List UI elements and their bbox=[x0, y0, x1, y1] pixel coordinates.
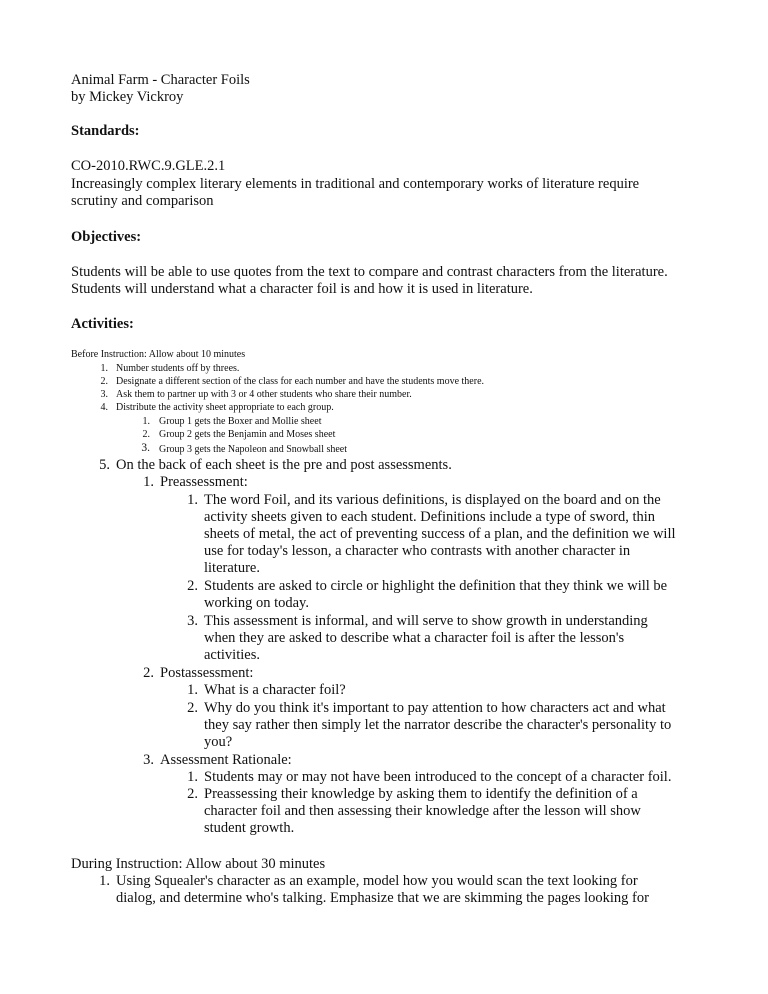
list-item-line: you? bbox=[204, 734, 233, 750]
list-item: Distribute the activity sheet appropriate to each group. bbox=[116, 402, 334, 413]
list-item-line: Preassessing their knowledge by asking them to identify the definition of a bbox=[204, 786, 638, 802]
list-number: 2. bbox=[187, 786, 198, 802]
list-number: 2. bbox=[142, 429, 150, 440]
sublist-label: Preassessment: bbox=[160, 474, 248, 490]
list-item-line: literature. bbox=[204, 560, 260, 576]
list-item: Designate a different section of the class for each number and have the students move there. bbox=[116, 376, 485, 387]
list-item-line: character foil and then assessing their knowledge after the lesson will show bbox=[204, 803, 641, 819]
list-number: 1. bbox=[187, 682, 198, 698]
list-number: 1. bbox=[142, 416, 150, 427]
list-item: Number students off by threes. bbox=[116, 363, 240, 374]
list-item-line: Students may or may not have been introduced to the concept of a character foil. bbox=[204, 769, 672, 785]
list-number: 1. bbox=[187, 769, 198, 785]
list-number: 3. bbox=[100, 389, 108, 400]
list-number: 4. bbox=[100, 402, 108, 413]
list-number: 3. bbox=[141, 442, 150, 454]
list-item-line: activities. bbox=[204, 647, 260, 663]
list-item-line: use for today's lesson, a character who contrasts with another character in bbox=[204, 543, 631, 559]
during-instruction-label: During Instruction: Allow about 30 minutes bbox=[71, 856, 326, 872]
list-item-line: The word Foil, and its various definitions, is displayed on the board and on the bbox=[204, 492, 661, 508]
standards-heading: Standards: bbox=[71, 123, 140, 139]
list-number: 3. bbox=[143, 752, 154, 768]
list-item-line: working on today. bbox=[204, 595, 309, 611]
list-item-line: sheets of metal, the act of preventing success of a plan, and the definition we will bbox=[204, 526, 676, 542]
list-number: 2. bbox=[187, 700, 198, 716]
standards-code: CO-2010.RWC.9.GLE.2.1 bbox=[71, 158, 226, 174]
list-number: 1. bbox=[143, 474, 154, 490]
list-item-line: Using Squealer's character as an example, model how you would scan the text looking for bbox=[116, 873, 638, 889]
before-instruction-label: Before Instruction: Allow about 10 minutes bbox=[71, 349, 246, 360]
list-number: 1. bbox=[187, 492, 198, 508]
list-item: Group 3 gets the Napoleon and Snowball sheet bbox=[159, 444, 348, 455]
standards-text-line: Increasingly complex literary elements in traditional and contemporary works of literature require bbox=[71, 176, 640, 192]
list-item-line: This assessment is informal, and will serve to show growth in understanding bbox=[204, 613, 648, 629]
list-item: Ask them to partner up with 3 or 4 other students who share their number. bbox=[116, 389, 412, 400]
list-item: Group 2 gets the Benjamin and Moses sheet bbox=[159, 429, 336, 440]
list-item-line: dialog, and determine who's talking. Emphasize that we are skimming the pages looking for bbox=[116, 890, 649, 906]
activities-heading: Activities: bbox=[71, 316, 134, 332]
objective-line: Students will be able to use quotes from the text to compare and contrast characters from the literature. bbox=[71, 264, 668, 280]
list-number: 3. bbox=[187, 613, 198, 629]
list-item-line: Why do you think it's important to pay attention to how characters act and what bbox=[204, 700, 666, 716]
objectives-heading: Objectives: bbox=[71, 229, 142, 245]
standards-text-line: scrutiny and comparison bbox=[71, 193, 214, 209]
list-number: 1. bbox=[99, 873, 110, 889]
sublist-label: Postassessment: bbox=[160, 665, 254, 681]
list-item: On the back of each sheet is the pre and post assessments. bbox=[116, 457, 452, 473]
objective-line: Students will understand what a character foil is and how it is used in literature. bbox=[71, 281, 533, 297]
list-item-line: Students are asked to circle or highlight the definition that they think we will be bbox=[204, 578, 668, 594]
list-number: 1. bbox=[100, 363, 108, 374]
list-number: 2. bbox=[100, 376, 108, 387]
document-author: by Mickey Vickroy bbox=[71, 89, 184, 105]
document-title: Animal Farm - Character Foils bbox=[71, 72, 250, 88]
list-item: Group 1 gets the Boxer and Mollie sheet bbox=[159, 416, 322, 427]
list-item-line: they say rather then simply let the narrator describe the character's personality to bbox=[204, 717, 672, 733]
list-number: 5. bbox=[99, 457, 110, 473]
list-item-line: What is a character foil? bbox=[204, 682, 346, 698]
sublist-label: Assessment Rationale: bbox=[160, 752, 292, 768]
list-item-line: when they are asked to describe what a character foil is after the lesson's bbox=[204, 630, 625, 646]
list-item-line: activity sheets given to each student. Definitions include a type of sword, thin bbox=[204, 509, 656, 525]
list-number: 2. bbox=[187, 578, 198, 594]
list-number: 2. bbox=[143, 665, 154, 681]
list-item-line: student growth. bbox=[204, 820, 295, 836]
